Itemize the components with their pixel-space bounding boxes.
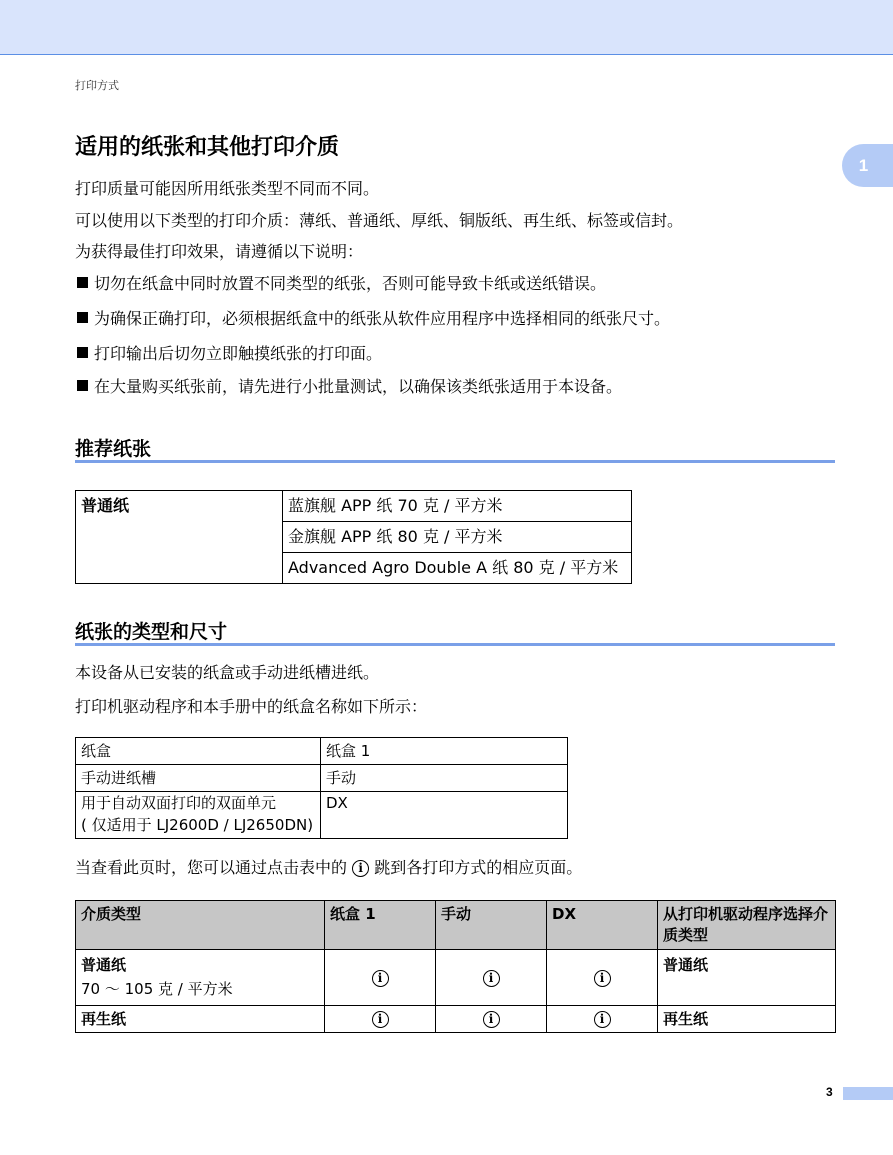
info-link-icon[interactable]: i [594,1011,611,1028]
dx-link-cell [547,1006,658,1033]
media-type-table [75,900,836,1033]
tray-value: 手动 [321,765,568,792]
media-type-name: 普通纸 [81,956,127,974]
manual-link-cell [436,950,547,1006]
bullet-square-icon [77,380,88,391]
paper-item: 蓝旗舰 APP 纸 70 克 / 平方米 [283,491,632,522]
types-paragraph: 打印机驱动程序和本手册中的纸盒名称如下所示： [75,697,428,716]
media-type-cell [76,950,325,1006]
media-type-weight: 70 ～ 105 克 / 平方米 [81,980,233,998]
tray-name: 手动进纸槽 [76,765,321,792]
link-note-before: 当查看此页时，您可以通过点击表中的 [75,858,348,877]
header-manual: 手动 [436,901,547,950]
intro-paragraph: 可以使用以下类型的打印介质：薄纸、普通纸、厚纸、铜版纸、再生纸、标签或信封。 [75,211,684,230]
bullet-square-icon [77,347,88,358]
section-rule [75,460,835,463]
bullet-text: 切勿在纸盒中同时放置不同类型的纸张，否则可能导致卡纸或送纸错误。 [94,274,607,293]
info-link-icon: i [352,860,369,877]
info-link-icon[interactable]: i [483,970,500,987]
chapter-tab[interactable]: 1 [842,144,893,187]
header-media-type: 介质类型 [76,901,325,950]
manual-link-cell [436,1006,547,1033]
tray-name: 纸盒 [76,738,321,765]
intro-paragraph: 为获得最佳打印效果，请遵循以下说明： [75,242,364,261]
link-note-after: 跳到各打印方式的相应页面。 [374,858,583,877]
driver-media-type: 再生纸 [658,1006,836,1033]
top-band [0,0,893,55]
bullet-text: 打印输出后切勿立即触摸纸张的打印面。 [94,344,383,363]
bullet-text: 为确保正确打印，必须根据纸盒中的纸张从软件应用程序中选择相同的纸张尺寸。 [94,309,671,328]
header-dx: DX [547,901,658,950]
bullet-item [77,341,382,364]
running-head: 打印方式 [75,79,119,92]
media-type-name: 再生纸 [76,1006,325,1033]
info-link-icon[interactable]: i [483,1011,500,1028]
paper-item: 金旗舰 APP 纸 80 克 / 平方米 [283,522,632,553]
section-heading-types: 纸张的类型和尺寸 [75,621,228,643]
bullet-item [77,306,670,329]
intro-paragraph: 打印质量可能因所用纸张类型不同而不同。 [75,179,380,198]
types-paragraph: 本设备从已安装的纸盒或手动进纸槽进纸。 [75,663,380,682]
tray1-link-cell [325,950,436,1006]
bullet-square-icon [77,277,88,288]
header-tray1: 纸盒 1 [325,901,436,950]
tray-name-note: ( 仅适用于 LJ2600D / LJ2650DN) [81,816,314,834]
header-driver-media-type: 从打印机驱动程序选择介质类型 [658,901,836,950]
paper-category: 普通纸 [76,491,283,584]
section-heading-recommended: 推荐纸张 [75,438,152,460]
section-rule [75,643,835,646]
page-title: 适用的纸张和其他打印介质 [75,135,340,160]
tray-name-table [75,737,568,839]
page-number: 3 [826,1085,833,1099]
info-link-icon[interactable]: i [594,970,611,987]
tray-value: DX [321,792,568,839]
info-link-icon[interactable]: i [372,970,389,987]
paper-item: Advanced Agro Double A 纸 80 克 / 平方米 [283,553,632,584]
bullet-text: 在大量购买纸张前，请先进行小批量测试，以确保该类纸张适用于本设备。 [94,377,623,396]
recommended-paper-table [75,490,632,584]
page-tab [843,1087,893,1100]
bullet-item [77,374,622,397]
dx-link-cell [547,950,658,1006]
tray-value: 纸盒 1 [321,738,568,765]
bullet-item [77,271,606,294]
driver-media-type: 普通纸 [658,950,836,1006]
tray-name [76,792,321,839]
info-link-icon[interactable]: i [372,1011,389,1028]
tray-name-line: 用于自动双面打印的双面单元 [81,794,277,812]
bullet-square-icon [77,312,88,323]
link-note [75,855,582,878]
tray1-link-cell [325,1006,436,1033]
